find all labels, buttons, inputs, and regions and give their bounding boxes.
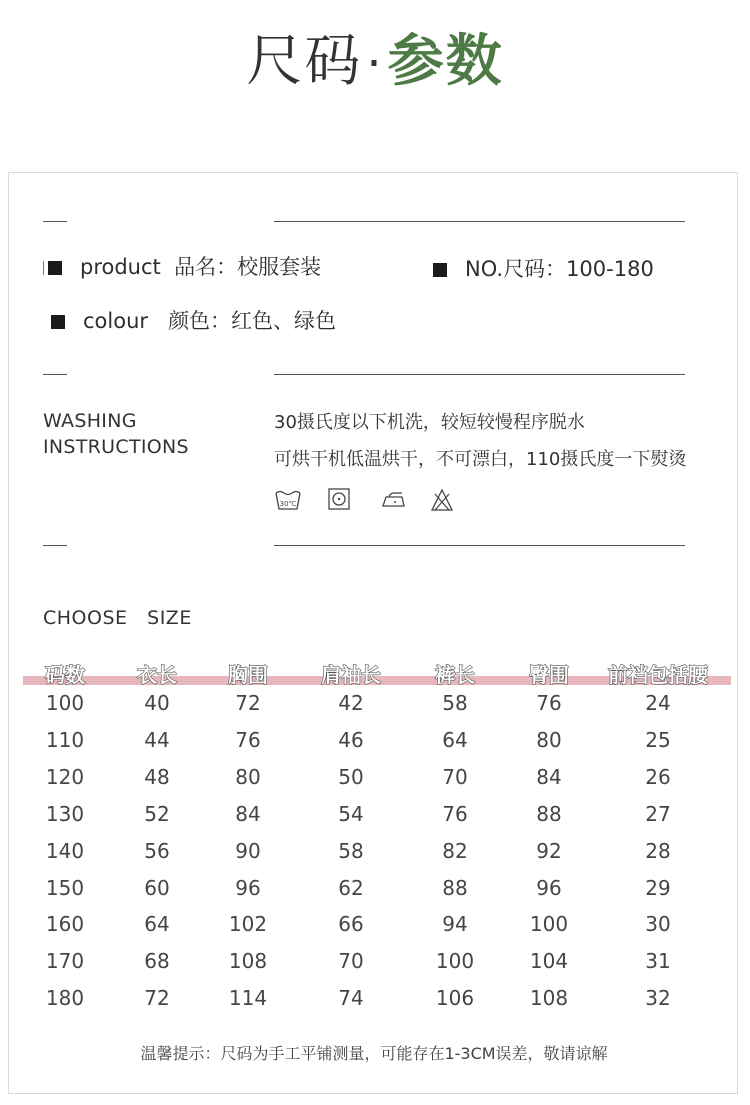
table-cell: 140	[45, 838, 85, 863]
table-cell: 100	[45, 691, 85, 715]
table-cell: 84	[235, 801, 261, 826]
table-cell: 72	[144, 986, 170, 1011]
table-header-cell: 衣长	[137, 663, 177, 687]
table-cell: 76	[235, 727, 261, 752]
table-cell: 70	[442, 764, 468, 789]
table-cell: 104	[529, 949, 569, 974]
table-header-cell: 裤长	[435, 663, 475, 687]
table-cell: 88	[442, 875, 468, 900]
table-cell: 54	[338, 801, 364, 826]
table-cell: 100	[529, 912, 569, 937]
table-cell: 70	[338, 949, 364, 974]
table-cell: 66	[338, 912, 364, 937]
title-part-params: 参数	[387, 29, 504, 94]
measurement-note: 温馨提示：尺码为手工平铺测量，可能存在1-3CM误差，敬请谅解	[140, 1044, 608, 1063]
title-dot: ·	[366, 36, 384, 92]
washing-instruction-1: 30摄氏度以下机洗，较短较慢程序脱水	[274, 412, 585, 433]
table-cell: 108	[228, 949, 268, 974]
table-cell: 80	[536, 727, 562, 752]
table-cell: 76	[442, 801, 468, 826]
page-title	[0, 22, 750, 104]
table-cell: 30	[645, 912, 671, 937]
table-cell: 130	[45, 801, 85, 826]
table-cell: 58	[442, 691, 468, 715]
table-cell: 100	[435, 949, 475, 974]
table-cell: 64	[144, 912, 170, 937]
table-cell: 92	[536, 838, 562, 863]
info-card	[8, 172, 738, 1094]
table-cell: 60	[144, 875, 170, 900]
table-cell: 84	[536, 764, 562, 789]
table-cell: 27	[645, 801, 671, 826]
table-cell: 40	[144, 691, 170, 715]
table-cell: 24	[645, 691, 671, 715]
table-cell: 31	[645, 949, 671, 974]
table-cell: 120	[45, 764, 85, 789]
table-cell: 94	[442, 912, 468, 937]
table-header-cell: 肩袖长	[321, 663, 381, 687]
table-header-cell: 胸围	[228, 663, 268, 687]
table-cell: 150	[45, 875, 85, 900]
colour-label: colour	[83, 309, 149, 333]
table-cell: 88	[536, 801, 562, 826]
title-part-size: 尺码	[246, 29, 363, 94]
table-cell: 180	[45, 986, 85, 1011]
table-cell: 25	[645, 727, 671, 752]
choose-size-heading: CHOOSE SIZE	[43, 607, 192, 629]
svg-text:30℃: 30℃	[279, 500, 297, 508]
product-name-value: 校服套装	[237, 255, 322, 279]
table-cell: 56	[144, 838, 170, 863]
table-cell: 96	[235, 875, 261, 900]
table-cell: 80	[235, 764, 261, 789]
size-range-label: NO.尺码：	[465, 257, 567, 281]
table-cell: 32	[645, 986, 671, 1011]
table-cell: 50	[338, 764, 364, 789]
table-header-cell: 臀围	[529, 663, 569, 687]
table-cell: 96	[536, 875, 562, 900]
table-header-cell: 前裆包括腰	[608, 663, 708, 687]
table-cell: 29	[645, 875, 671, 900]
table-cell: 102	[228, 912, 268, 937]
size-range-value: 100-180	[566, 257, 654, 281]
table-cell: 44	[144, 727, 170, 752]
table-cell: 62	[338, 875, 364, 900]
product-label: product	[80, 255, 161, 279]
washing-label-line1: WASHING	[43, 410, 137, 432]
table-cell: 58	[338, 838, 364, 863]
table-cell: 68	[144, 949, 170, 974]
table-cell: 74	[338, 986, 364, 1011]
washing-label-line2: INSTRUCTIONS	[43, 436, 189, 458]
table-cell: 48	[144, 764, 170, 789]
table-cell: 114	[228, 986, 268, 1011]
product-name-key: 品名：	[174, 255, 238, 279]
table-cell: 108	[529, 986, 569, 1011]
colour-value: 红色、绿色	[231, 309, 337, 333]
table-header-cell: 码数	[45, 663, 85, 687]
table-cell: 72	[235, 691, 261, 715]
table-cell: 110	[45, 727, 85, 752]
table-cell: 28	[645, 838, 671, 863]
table-cell: 82	[442, 838, 468, 863]
table-cell: 90	[235, 838, 261, 863]
washing-instruction-2: 可烘干机低温烘干，不可漂白，110摄氏度一下熨烫	[274, 449, 687, 470]
table-cell: 26	[645, 764, 671, 789]
table-cell: 170	[45, 949, 85, 974]
table-cell: 42	[338, 691, 364, 715]
table-cell: 46	[338, 727, 364, 752]
table-cell: 76	[536, 691, 562, 715]
table-cell: 64	[442, 727, 468, 752]
table-cell: 106	[435, 986, 475, 1011]
table-cell: 52	[144, 801, 170, 826]
colour-key: 颜色：	[168, 309, 232, 333]
size-table	[9, 173, 739, 1095]
table-cell: 160	[45, 912, 85, 937]
